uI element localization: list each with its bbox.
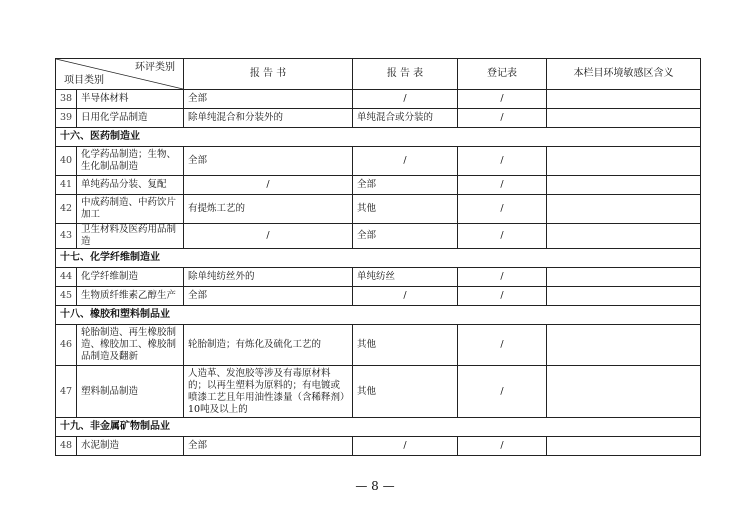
section-row	[56, 418, 701, 437]
register-form-cell: /	[458, 366, 547, 418]
table-row	[56, 437, 701, 456]
table-row	[56, 366, 701, 418]
project-name: 卫生材料及医药用品制造	[77, 224, 184, 249]
sensitive-area-cell	[547, 437, 701, 456]
report-form-cell: /	[353, 147, 458, 176]
row-number: 48	[56, 437, 77, 456]
row-number: 44	[56, 268, 77, 287]
sensitive-area-cell	[547, 224, 701, 249]
table-row	[56, 325, 701, 366]
report-book-cell: 全部	[184, 90, 353, 109]
report-book-cell: 人造革、发泡胶等涉及有毒原材料的；以再生塑料为原料的；有电镀或喷漆工艺且年用油性漆量（含稀释剂）10吨及以上的	[184, 366, 353, 418]
report-form-cell: 单纯纺丝	[353, 268, 458, 287]
report-form-cell: 单纯混合或分装的	[353, 109, 458, 128]
register-form-cell: /	[458, 176, 547, 195]
sensitive-area-cell	[547, 109, 701, 128]
section-row	[56, 306, 701, 325]
sensitive-area-cell	[547, 195, 701, 224]
report-book-cell: /	[184, 224, 353, 249]
table-row	[56, 176, 701, 195]
project-name: 半导体材料	[77, 90, 184, 109]
header-report-form: 报 告 表	[353, 59, 458, 90]
section-row	[56, 128, 701, 147]
sensitive-area-cell	[547, 147, 701, 176]
row-number: 47	[56, 366, 77, 418]
report-book-cell: /	[184, 176, 353, 195]
report-book-cell: 轮胎制造；有炼化及硫化工艺的	[184, 325, 353, 366]
sensitive-area-cell	[547, 90, 701, 109]
table-row	[56, 224, 701, 249]
register-form-cell: /	[458, 90, 547, 109]
project-name: 生物质纤维素乙醇生产	[77, 287, 184, 306]
project-name: 化学纤维制造	[77, 268, 184, 287]
register-form-cell: /	[458, 287, 547, 306]
register-form-cell: /	[458, 147, 547, 176]
header-report-book: 报 告 书	[184, 59, 353, 90]
report-form-cell: 全部	[353, 176, 458, 195]
header-row	[56, 59, 701, 90]
diagonal-header-cell	[56, 59, 184, 90]
row-number: 46	[56, 325, 77, 366]
row-number: 40	[56, 147, 77, 176]
report-book-cell: 有提炼工艺的	[184, 195, 353, 224]
sensitive-area-cell	[547, 176, 701, 195]
section-title: 十六、医药制造业	[56, 128, 701, 147]
page-number: — 8 —	[355, 479, 395, 493]
sensitive-area-cell	[547, 325, 701, 366]
section-row	[56, 249, 701, 268]
table-row	[56, 109, 701, 128]
table-row	[56, 287, 701, 306]
table-row	[56, 90, 701, 109]
eia-classification-table	[55, 58, 701, 456]
project-name: 塑料制品制造	[77, 366, 184, 418]
row-number: 42	[56, 195, 77, 224]
register-form-cell: /	[458, 109, 547, 128]
row-number: 38	[56, 90, 77, 109]
table-row	[56, 147, 701, 176]
register-form-cell: /	[458, 224, 547, 249]
project-name: 中成药制造、中药饮片加工	[77, 195, 184, 224]
sensitive-area-cell	[547, 268, 701, 287]
project-name: 化学药品制造；生物、生化制品制造	[77, 147, 184, 176]
project-name: 轮胎制造、再生橡胶制造、橡胶加工、橡胶制品制造及翻新	[77, 325, 184, 366]
report-form-cell: 其他	[353, 325, 458, 366]
report-form-cell: 全部	[353, 224, 458, 249]
header-project-category: 项目类别	[64, 75, 104, 86]
report-form-cell: /	[353, 287, 458, 306]
header-environment-category: 环评类别	[135, 62, 175, 73]
row-number: 45	[56, 287, 77, 306]
register-form-cell: /	[458, 268, 547, 287]
section-title: 十七、化学纤维制造业	[56, 249, 701, 268]
report-form-cell: 其他	[353, 366, 458, 418]
sensitive-area-cell	[547, 366, 701, 418]
report-book-cell: 全部	[184, 437, 353, 456]
report-book-cell: 全部	[184, 147, 353, 176]
row-number: 43	[56, 224, 77, 249]
project-name: 日用化学品制造	[77, 109, 184, 128]
table-row	[56, 195, 701, 224]
register-form-cell: /	[458, 437, 547, 456]
register-form-cell: /	[458, 325, 547, 366]
report-book-cell: 除单纯纺丝外的	[184, 268, 353, 287]
header-sensitive-area: 本栏目环境敏感区含义	[547, 59, 701, 90]
section-title: 十八、橡胶和塑料制品业	[56, 306, 701, 325]
table-row	[56, 268, 701, 287]
row-number: 39	[56, 109, 77, 128]
register-form-cell: /	[458, 195, 547, 224]
row-number: 41	[56, 176, 77, 195]
project-name: 水泥制造	[77, 437, 184, 456]
section-title: 十九、非金属矿物制品业	[56, 418, 701, 437]
report-form-cell: /	[353, 90, 458, 109]
report-form-cell: /	[353, 437, 458, 456]
sensitive-area-cell	[547, 287, 701, 306]
report-book-cell: 除单纯混合和分装外的	[184, 109, 353, 128]
project-name: 单纯药品分装、复配	[77, 176, 184, 195]
header-register-form: 登记表	[458, 59, 547, 90]
report-form-cell: 其他	[353, 195, 458, 224]
report-book-cell: 全部	[184, 287, 353, 306]
